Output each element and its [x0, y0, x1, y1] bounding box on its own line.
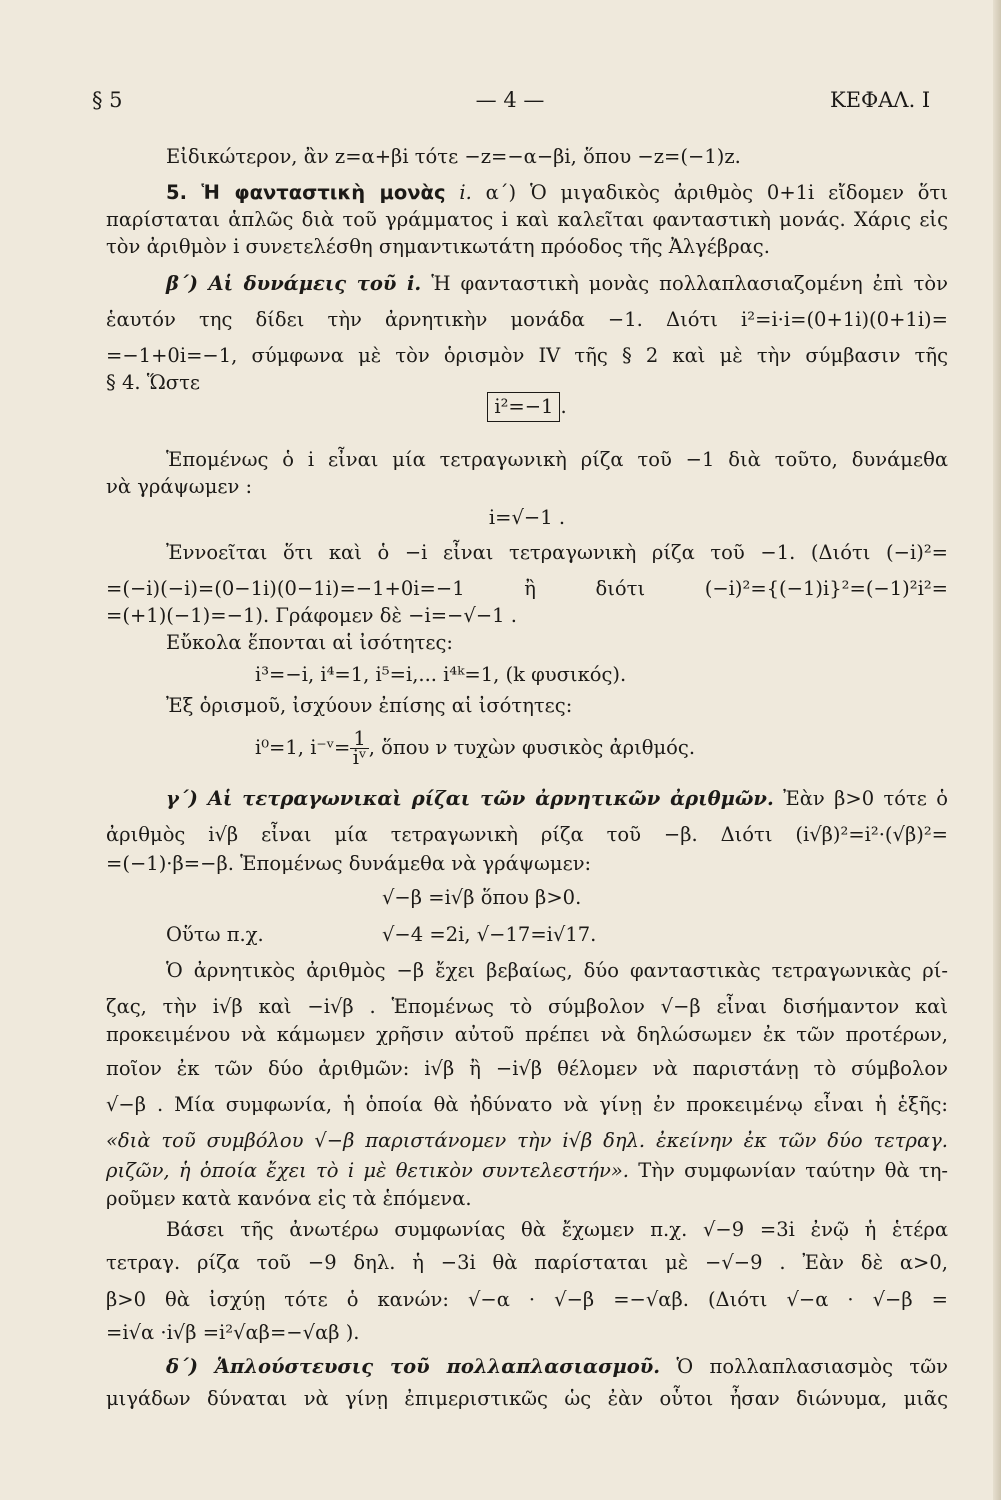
- text-line: [106, 1158, 948, 1184]
- text-line: Εὔκολα ἕπονται αἱ ἰσότητες:: [166, 631, 453, 654]
- fraction: [350, 727, 368, 769]
- fraction-numerator: 1: [350, 730, 368, 749]
- text-line: Ἐννοεῖται ὅτι καὶ ὁ −i εἶναι τετραγωνικὴ ρίζα τοῦ −1. (Διότι (−i)²=: [166, 541, 948, 564]
- page-edge: [993, 0, 1001, 1500]
- text-span: Τὴν συμφωνίαν ταύτην θὰ τη-: [638, 1159, 948, 1182]
- formula-line: i=√−1 .: [488, 506, 566, 529]
- formula-box: i²=−1: [487, 392, 560, 422]
- formula-line: i³=−i, i⁴=1, i⁵=i,... i⁴ᵏ=1, (k φυσικός).: [255, 663, 627, 686]
- text-line: =−1+0i=−1, σύμφωνα μὲ τὸν ὁρισμὸν IV τῆς § 2 καὶ μὲ τὴν σύμβασιν τῆς: [106, 344, 948, 367]
- text-line: ἀριθμὸς i√β εἶναι μία τετραγωνικὴ ρίζα τοῦ −β. Διότι (i√β)²=i²·(√β)²=: [106, 823, 948, 846]
- text-line: Ἑπομένως ὁ i εἶναι μία τετραγωνικὴ ρίζα τοῦ −1 διὰ τοῦτο, δυνάμεθα: [166, 448, 948, 471]
- text-line: προκειμένου νὰ κάμωμεν χρῆσιν αὐτοῦ πρέπει νὰ δηλώσωμεν ἐκ τῶν προτέρων,: [106, 1023, 948, 1046]
- page-number: — 4 —: [475, 88, 545, 112]
- text-line: «διὰ τοῦ συμβόλου √−β παριστάνομεν τὴν i√β δηλ. ἐκείνην ἐκ τῶν δύο τετραγ.: [106, 1129, 948, 1152]
- paragraph-heading: δ΄) Ἁπλούστευσις τοῦ πολλαπλασιασμοῦ.: [166, 1355, 661, 1378]
- paragraph-heading: β΄) Αἱ δυνάμεις τοῦ i.: [166, 272, 422, 295]
- text-span: α΄) Ὁ μιγαδικὸς ἀριθμὸς 0+1i εἴδομεν ὅτι: [485, 181, 948, 204]
- text-line: ροῦμεν κατὰ κανόνα εἰς τὰ ἑπόμενα.: [106, 1187, 472, 1210]
- text-line: ἑαυτόν της δίδει τὴν ἀρνητικὴν μονάδα −1. Διότι i²=i·i=(0+1i)(0+1i)=: [106, 308, 948, 331]
- text-span: ριζῶν, ἡ ὁποία ἔχει τὸ i μὲ θετικὸν συντελεστήν».: [106, 1159, 629, 1182]
- text-line: ποῖον ἐκ τῶν δύο ἀριθμῶν: i√β ἢ −i√β θέλομεν νὰ παριστάνῃ τὸ σύμβολον: [106, 1057, 948, 1080]
- boxed-formula: i²=−1 .: [106, 392, 948, 422]
- text-line: ζας, τὴν i√β καὶ −i√β . Ἑπομένως τὸ σύμβολον √−β εἶναι δισήμαντον καὶ: [106, 995, 948, 1018]
- text-line: τετραγ. ρίζα τοῦ −9 δηλ. ἡ −3i θὰ παρίσταται μὲ −√−9 . Ἐὰν δὲ α>0,: [106, 1251, 948, 1274]
- text-line: =(−1)·β=−β. Ἑπομένως δυνάμεθα νὰ γράψωμεν:: [106, 852, 592, 875]
- formula-span: i⁰=1, i⁻ᵛ=: [255, 736, 351, 759]
- text-line: Ἐξ ὁρισμοῦ, ἰσχύουν ἐπίσης αἱ ἰσότητες:: [166, 694, 573, 717]
- text-line: =(+1)(−1)=−1). Γράφομεν δὲ −i=−√−1 .: [106, 604, 517, 627]
- formula-span: , ὅπου ν τυχὼν φυσικὸς ἀριθμός.: [368, 736, 696, 759]
- subsection-heading: 5. Ἡ φανταστικὴ μονὰς: [166, 181, 446, 204]
- text-span: Ἡ φανταστικὴ μονὰς πολλαπλασιαζομένη ἐπὶ τὸν: [431, 272, 948, 295]
- fraction-denominator: iᵛ: [352, 746, 367, 769]
- text-span: Ἐὰν β>0 τότε ὁ: [783, 787, 948, 810]
- text-line: √−β . Μία συμφωνία, ἡ ὁποία θὰ ἠδύνατο νὰ γίνῃ ἐν προκειμένῳ εἶναι ἡ ἑξῆς:: [106, 1093, 948, 1116]
- formula-line: √−β =i√β ὅπου β>0.: [382, 886, 582, 909]
- text-line: =(−i)(−i)=(0−1i)(0−1i)=−1+0i=−1 ἢ διότι (−i)²={(−1)i}²=(−1)²i²=: [106, 577, 948, 600]
- text-line: [166, 786, 948, 812]
- symbol-i: i.: [459, 181, 472, 204]
- formula-line: [255, 728, 855, 768]
- chapter-label: ΚΕΦΑΛ. Ι: [830, 88, 931, 112]
- text-line: § 4. Ὥστε: [106, 371, 200, 394]
- text-line: Ὁ ἀρνητικὸς ἀριθμὸς −β ἔχει βεβαίως, δύο φανταστικὰς τετραγωνικὰς ρί-: [166, 959, 948, 982]
- text-line: [106, 180, 948, 206]
- text-line: [166, 1354, 948, 1380]
- text-line: Εἰδικώτερον, ἂν z=α+βi τότε −z=−α−βi, ὅπου −z=(−1)z.: [166, 145, 741, 168]
- text-line: =i√α ·i√β =i²√αβ=−√αβ ).: [106, 1321, 360, 1344]
- text-line: β>0 θὰ ἰσχύῃ τότε ὁ κανών: √−α · √−β =−√αβ. (Διότι √−α · √−β =: [106, 1288, 948, 1311]
- text-span: Ὁ πολλαπλασιασμὸς τῶν: [676, 1355, 948, 1378]
- formula-line: √−4 =2i, √−17=i√17.: [382, 923, 597, 946]
- text-line: μιγάδων δύναται νὰ γίνῃ ἐπιμεριστικῶς ὡς ἐὰν οὗτοι ἦσαν διώνυμα, μιᾶς: [106, 1387, 948, 1410]
- section-number: § 5: [92, 88, 123, 112]
- text-line: τὸν ἀριθμὸν i συνετελέσθη σημαντικωτάτη πρόοδος τῆς Ἀλγέβρας.: [106, 235, 770, 258]
- text-line: παρίσταται ἁπλῶς διὰ τοῦ γράμματος i καὶ καλεῖται φανταστικὴ μονάς. Χάρις εἰς: [106, 208, 948, 231]
- text-line: Βάσει τῆς ἀνωτέρω συμφωνίας θὰ ἔχωμεν π.χ. √−9 =3i ἐνῷ ἡ ἑτέρα: [166, 1218, 948, 1241]
- text-line: Οὕτω π.χ.: [166, 923, 264, 946]
- text-line: νὰ γράψωμεν :: [106, 475, 253, 498]
- paragraph-heading: γ΄) Αἱ τετραγωνικαὶ ρίζαι τῶν ἀρνητικῶν ἀριθμῶν.: [166, 787, 774, 810]
- text-line: [166, 271, 948, 297]
